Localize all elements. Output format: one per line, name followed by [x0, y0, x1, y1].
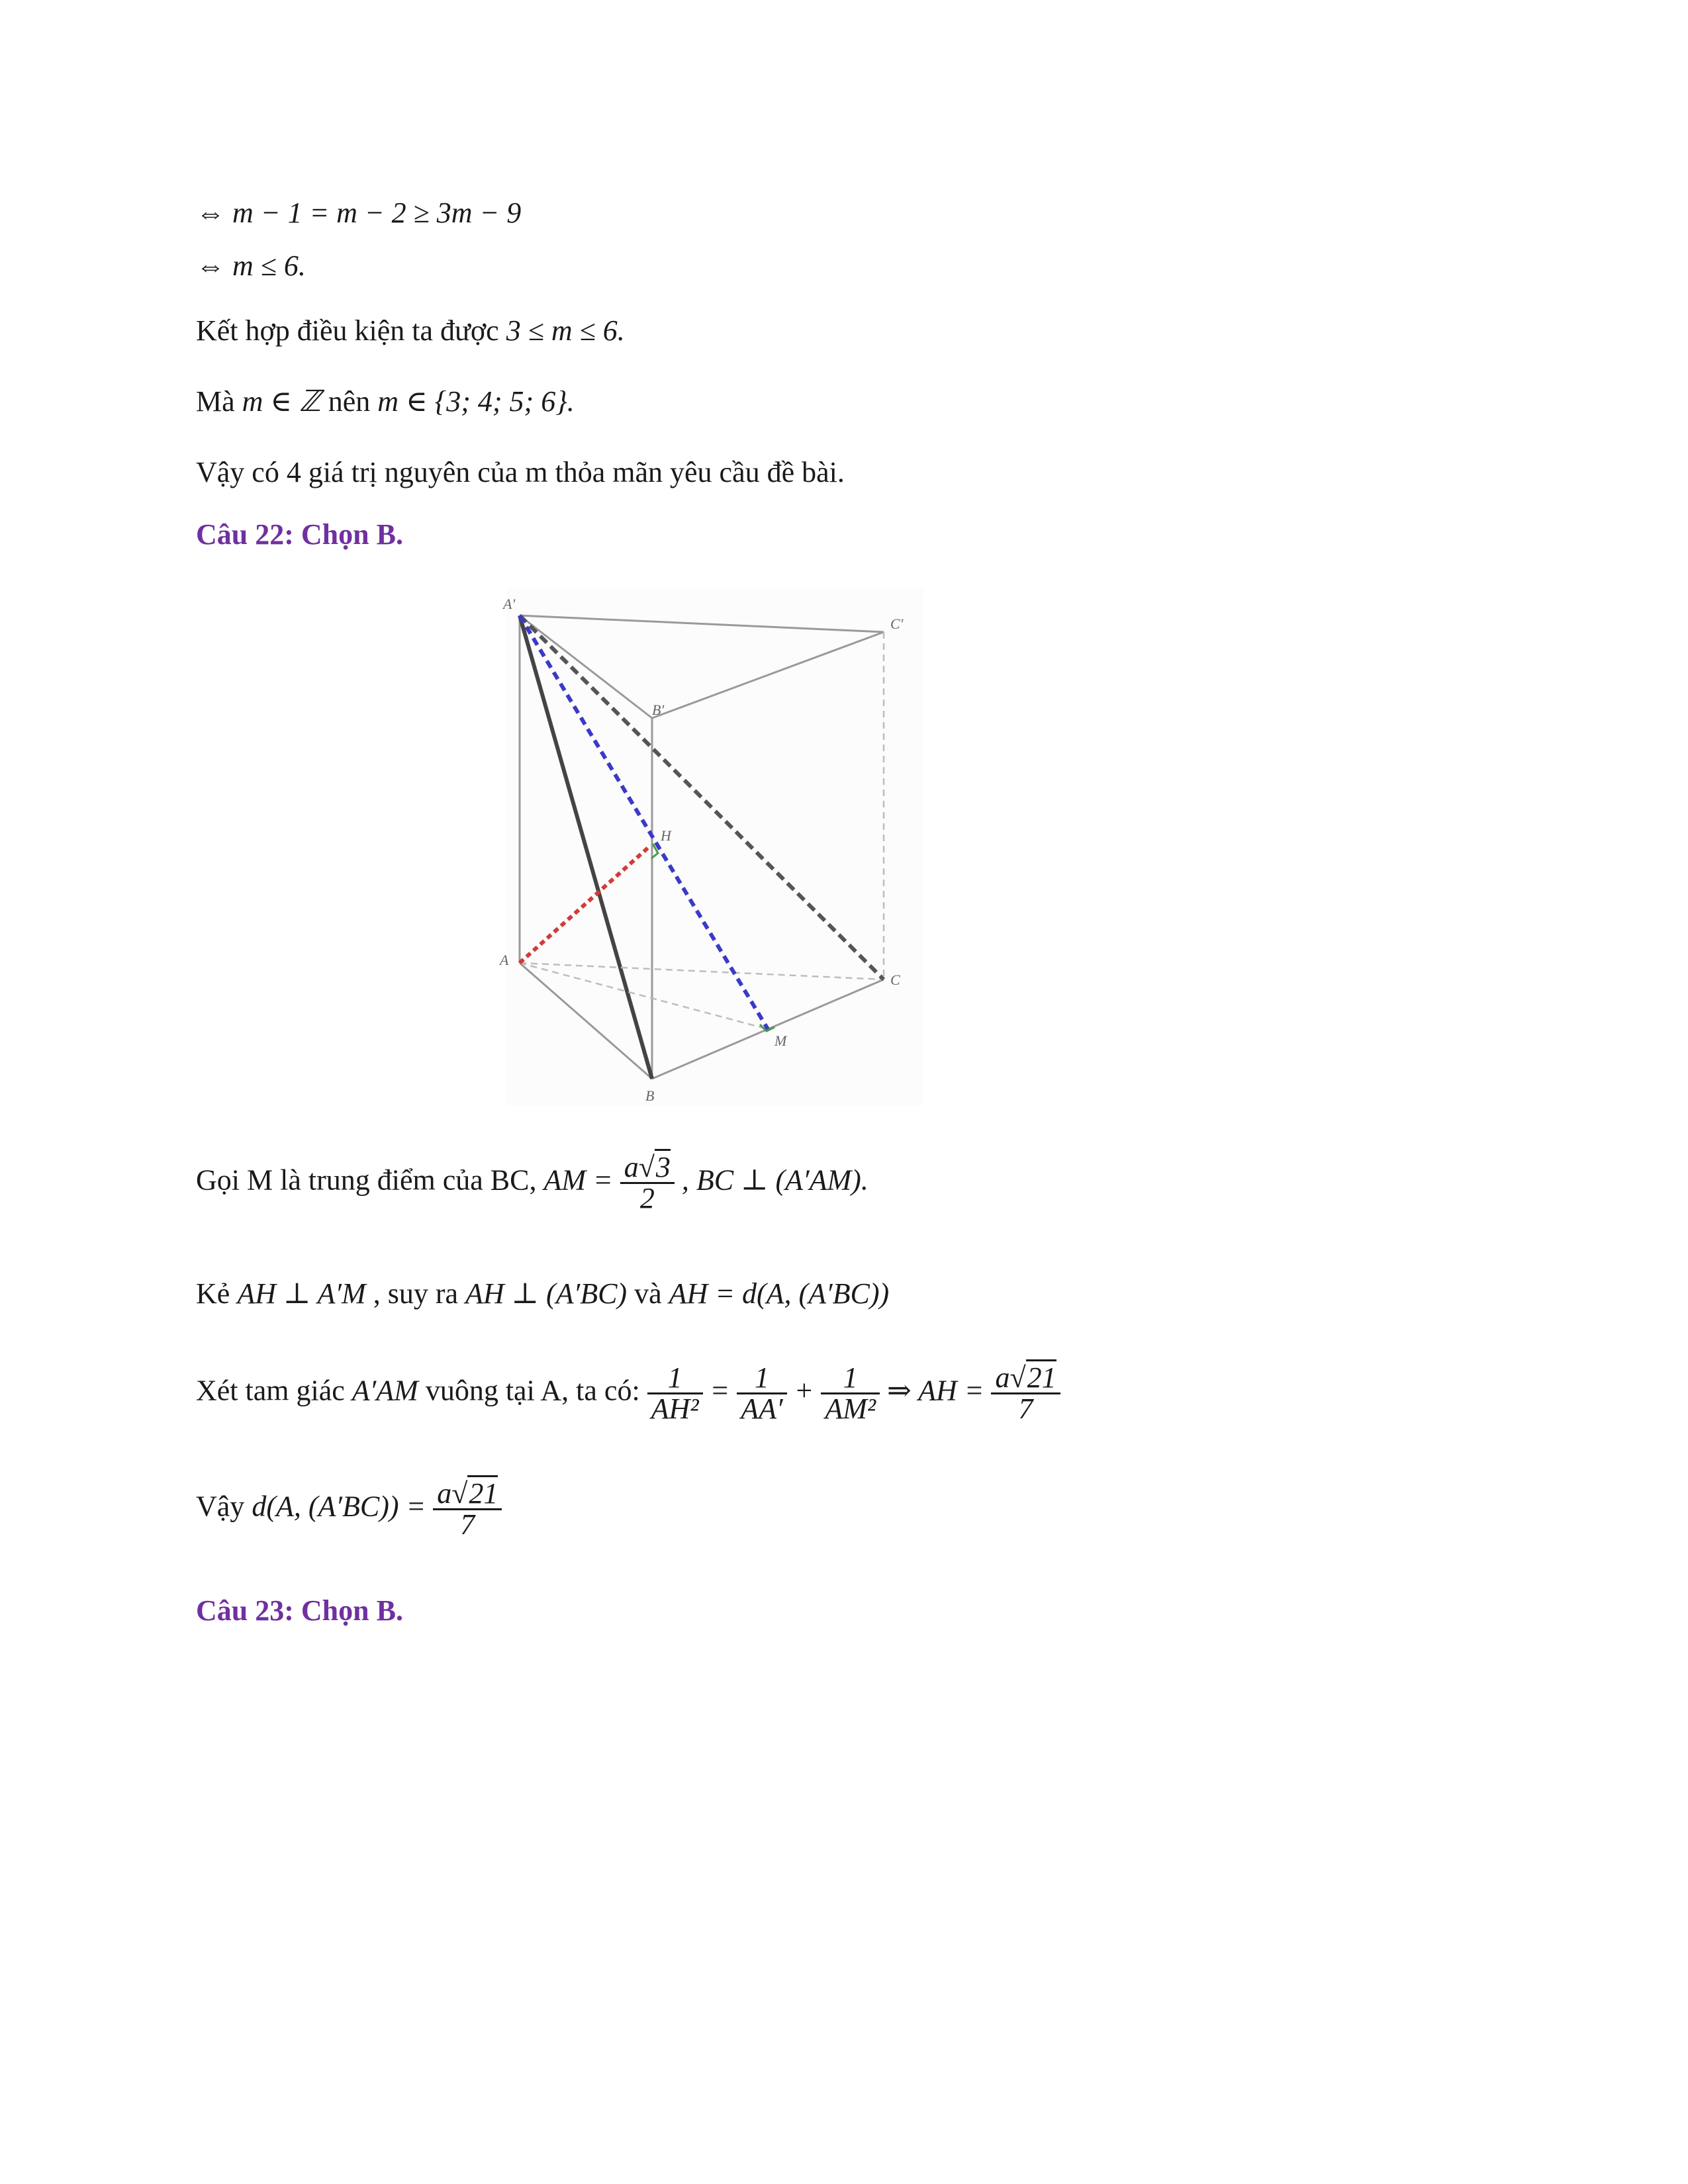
- solution-line-3: [196, 1363, 1060, 1424]
- solution-line-4: [196, 1479, 502, 1539]
- label-m: M: [774, 1032, 787, 1049]
- s3-f3-den: AM²: [821, 1392, 880, 1424]
- s3-plus: +: [794, 1374, 814, 1407]
- s3-fraction-3: [821, 1363, 880, 1424]
- prism-figure: [490, 582, 953, 1112]
- s4-vay: Vậy: [196, 1490, 245, 1523]
- label-h: H: [661, 827, 671, 844]
- s3-f1-num: 1: [667, 1361, 682, 1394]
- s1-am: AM =: [543, 1163, 613, 1197]
- s3-text-a: Xét tam giác: [196, 1374, 345, 1407]
- s2-ah-distance: AH = d(A, (A′BC)): [669, 1277, 890, 1310]
- s1-text: Gọi M là trung điểm của BC,: [196, 1163, 537, 1197]
- s1-denominator: 2: [620, 1182, 675, 1213]
- s3-f1-den: AH²: [647, 1392, 703, 1424]
- solution-line-1: [196, 1153, 868, 1213]
- s3-res-den: 7: [991, 1392, 1060, 1424]
- label-b: B: [645, 1087, 655, 1104]
- s3-text-c: vuông tại A, ta có:: [425, 1374, 640, 1407]
- s3-implies: ⇒ AH =: [887, 1374, 984, 1407]
- combine-text: Kết hợp điều kiện ta được: [196, 314, 499, 347]
- s4-result-fraction: [433, 1479, 502, 1539]
- s3-f3-num: 1: [843, 1361, 858, 1394]
- s2-suy-ra: , suy ra: [373, 1277, 459, 1310]
- s3-equals: =: [710, 1374, 730, 1407]
- s1-fraction: [620, 1153, 675, 1213]
- s4-res-den: 7: [433, 1508, 502, 1539]
- figure-background: [506, 589, 923, 1105]
- question-22-heading: Câu 22: Chọn B.: [196, 518, 403, 551]
- s4-res-num: a√21: [433, 1479, 502, 1508]
- s3-triangle: A′AM: [352, 1374, 418, 1407]
- s3-f2-num: 1: [754, 1361, 769, 1394]
- s4-res-a: a: [437, 1477, 452, 1510]
- label-a-prime: A': [503, 596, 516, 612]
- integer-text-nen: nên: [328, 385, 371, 418]
- s4-distance: d(A, (A′BC)) =: [252, 1490, 426, 1523]
- equivalence-line-2: ⇔ m ≤ 6.: [196, 250, 306, 282]
- s1-num-radicand: 3: [655, 1149, 671, 1183]
- combine-math: 3 ≤ m ≤ 6.: [506, 314, 625, 347]
- s3-fraction-1: [647, 1363, 703, 1424]
- s2-ah-perp: AH ⊥ A′M: [237, 1277, 366, 1310]
- equivalence-line-1: ⇔ m − 1 = m − 2 ≥ 3m − 9: [196, 197, 522, 229]
- s3-res-radicand: 21: [1026, 1359, 1056, 1394]
- integer-math-1: m ∈ ℤ: [242, 385, 321, 418]
- label-c: C: [890, 972, 900, 988]
- s3-f2-den: AA′: [737, 1392, 786, 1424]
- integer-math-2: m ∈ {3; 4; 5; 6}.: [377, 385, 575, 418]
- s3-res-num: a√21: [991, 1363, 1060, 1392]
- label-b-prime: B': [652, 702, 665, 718]
- s3-fraction-2: [737, 1363, 786, 1424]
- s2-ah-perp-plane: AH ⊥ (A′BC): [465, 1277, 628, 1310]
- integer-text-ma: Mà: [196, 385, 235, 418]
- solution-line-2: [196, 1279, 889, 1308]
- s4-res-radicand: 21: [467, 1475, 498, 1510]
- combine-condition-line: [196, 316, 625, 345]
- s2-ke: Kẻ: [196, 1277, 230, 1310]
- s3-res-a: a: [995, 1361, 1010, 1394]
- s1-num-a: a: [624, 1151, 639, 1183]
- s3-result-fraction: [991, 1363, 1060, 1424]
- conclusion-line: Vậy có 4 giá trị nguyên của m thỏa mãn yêu cầu đề bài.: [196, 456, 845, 488]
- s2-va: và: [634, 1277, 662, 1310]
- label-c-prime: C': [890, 615, 904, 632]
- s1-numerator: a√3: [620, 1153, 675, 1182]
- question-23-heading: Câu 23: Chọn B.: [196, 1594, 403, 1627]
- label-a: A: [500, 952, 509, 968]
- integer-set-line: [196, 387, 575, 416]
- s1-tail: , BC ⊥ (A′AM).: [681, 1163, 868, 1197]
